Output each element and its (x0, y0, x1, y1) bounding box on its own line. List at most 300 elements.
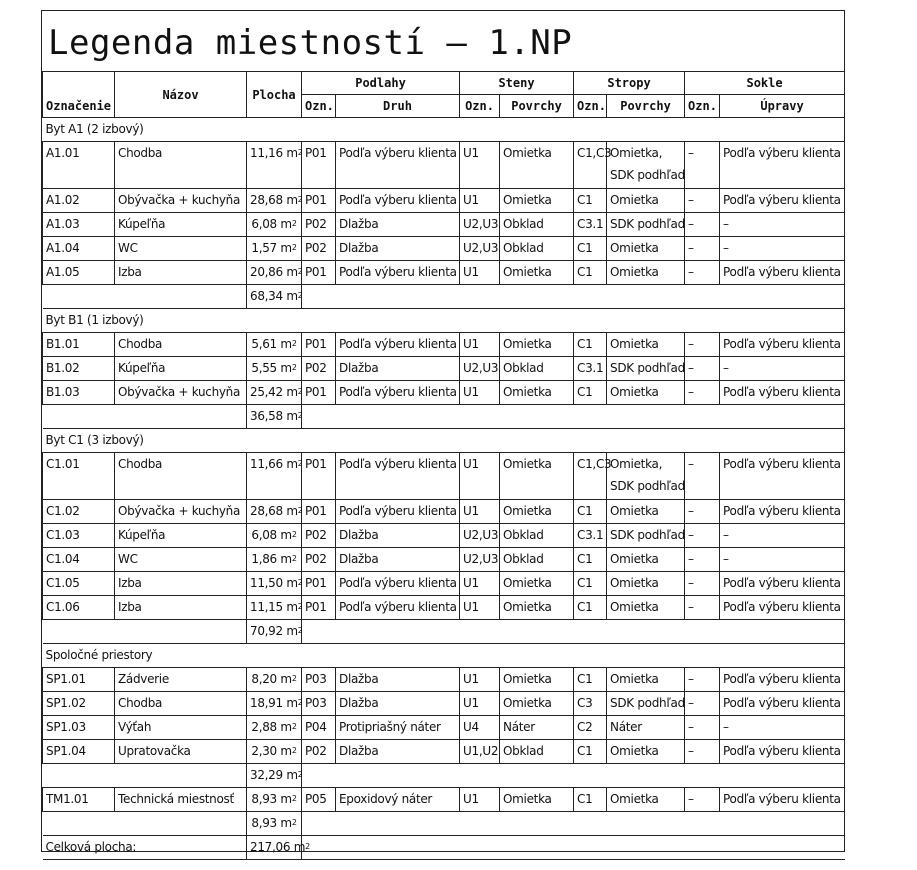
skirting-treatment-text: – (723, 361, 729, 375)
ceiling-surface (607, 453, 685, 500)
room-area-text: 1,86 (251, 552, 277, 566)
spacer (43, 620, 247, 644)
room-id-text: B1.01 (46, 337, 80, 351)
floor-code (302, 381, 336, 405)
ceiling-surface-text: Omietka (610, 337, 659, 351)
room-id (43, 333, 115, 357)
area-unit: m (280, 720, 292, 734)
skirting-code (685, 381, 720, 405)
area-unit: m (286, 265, 298, 279)
section-total-area (247, 285, 302, 309)
room-id-text: C1.01 (46, 457, 80, 471)
unit-superscript: 2 (297, 578, 303, 587)
floor-type-text: Dlažba (339, 672, 379, 686)
room-area (247, 668, 302, 692)
wall-surface (500, 716, 574, 740)
wall-surface (500, 237, 574, 261)
area-unit: m (280, 672, 292, 686)
wall-code (460, 572, 500, 596)
floor-code-text: P01 (305, 504, 327, 518)
ceiling-surface (607, 788, 685, 812)
table-row (43, 381, 845, 405)
header-oznacenie: Označenie (43, 72, 115, 118)
room-id (43, 692, 115, 716)
room-area (247, 142, 302, 189)
room-name-text: Technická miestnosť (118, 792, 234, 806)
room-area (247, 261, 302, 285)
section-label: Spoločné priestory (43, 644, 845, 668)
room-id (43, 213, 115, 237)
area-unit: m (286, 504, 298, 518)
table-row (43, 189, 845, 213)
wall-code (460, 189, 500, 213)
room-name (115, 261, 247, 285)
room-id-text: A1.05 (46, 265, 80, 279)
room-id (43, 548, 115, 572)
floor-type-text: Dlažba (339, 528, 379, 542)
room-id-text: C1.05 (46, 576, 80, 590)
room-id-text: A1.04 (46, 241, 80, 255)
skirting-treatment (720, 716, 845, 740)
ceiling-code-text: C1 (577, 744, 593, 758)
ceiling-code (574, 142, 612, 189)
room-name-text: Izba (118, 265, 142, 279)
wall-code-text: U1 (463, 385, 479, 399)
unit-superscript: 2 (291, 674, 297, 683)
wall-surface (500, 524, 574, 548)
floor-code (302, 692, 336, 716)
ceiling-surface (607, 500, 685, 524)
room-area (247, 572, 302, 596)
wall-code-text: U2,U3 (463, 528, 499, 542)
table-row (43, 692, 845, 716)
room-area-text: 11,50 (250, 576, 283, 590)
floor-code-text: P01 (305, 146, 327, 160)
grand-total-label: Celková plocha: (43, 836, 247, 860)
unit-superscript: 2 (291, 530, 297, 539)
floor-code-text: P03 (305, 672, 327, 686)
skirting-code-text: – (688, 265, 694, 279)
floor-type (336, 500, 460, 524)
ceiling-surface-text: SDK podhľad (610, 217, 685, 231)
header-sokle-ozn: Ozn. (685, 95, 720, 118)
floor-code-text: P02 (305, 361, 327, 375)
room-id-text: SP1.02 (46, 696, 86, 710)
wall-surface (500, 548, 574, 572)
skirting-code (685, 668, 720, 692)
room-area-text: 2,88 (251, 720, 277, 734)
skirting-code-text: – (688, 193, 694, 207)
ceiling-surface-text: Omietka (610, 792, 659, 806)
skirting-treatment (720, 237, 845, 261)
grand-total-area-text: 217,06 (250, 840, 291, 854)
wall-code-text: U1 (463, 193, 479, 207)
room-name (115, 788, 247, 812)
wall-surface-text: Náter (503, 720, 535, 734)
unit-superscript: 2 (291, 818, 297, 827)
wall-code (460, 788, 500, 812)
floor-type-text: Podľa výberu klienta (339, 457, 457, 471)
table-row (43, 716, 845, 740)
area-unit: m (286, 193, 298, 207)
section-total-area-text: 70,92 (250, 624, 283, 638)
skirting-treatment-text: – (723, 241, 729, 255)
header-stropy-povrchy: Povrchy (607, 95, 685, 118)
legend-body (43, 118, 845, 860)
header-stropy-ozn: Ozn. (574, 95, 607, 118)
room-name-text: Výťah (118, 720, 152, 734)
floor-code-text: P05 (305, 792, 327, 806)
table-row (43, 668, 845, 692)
floor-type (336, 237, 460, 261)
floor-type-text: Podľa výberu klienta (339, 385, 457, 399)
skirting-treatment-text: – (723, 720, 729, 734)
skirting-code-text: – (688, 720, 694, 734)
room-id-text: A1.01 (46, 146, 80, 160)
unit-superscript: 2 (291, 243, 297, 252)
skirting-treatment (720, 333, 845, 357)
ceiling-code (574, 357, 607, 381)
skirting-treatment-text: Podľa výberu klienta (723, 696, 841, 710)
room-id-text: C1.04 (46, 552, 80, 566)
skirting-code (685, 788, 720, 812)
skirting-code-text: – (688, 744, 694, 758)
section-total-row (43, 620, 845, 644)
wall-surface (500, 189, 574, 213)
ceiling-surface-text: Omietka (610, 265, 659, 279)
floor-code-text: P02 (305, 744, 327, 758)
skirting-code (685, 740, 720, 764)
ceiling-code (574, 213, 607, 237)
room-id-text: A1.02 (46, 193, 80, 207)
skirting-code (685, 596, 720, 620)
room-name (115, 453, 247, 500)
wall-surface-text: Omietka (503, 672, 552, 686)
wall-surface-text: Omietka (503, 600, 552, 614)
room-name-text: WC (118, 241, 138, 255)
wall-surface (500, 596, 574, 620)
room-area-text: 5,61 (251, 337, 277, 351)
floor-type-text: Dlažba (339, 552, 379, 566)
floor-code-text: P02 (305, 241, 327, 255)
ceiling-surface (607, 740, 685, 764)
room-id (43, 596, 115, 620)
ceiling-code (574, 381, 607, 405)
unit-superscript: 2 (297, 387, 303, 396)
room-name (115, 142, 247, 189)
table-row (43, 142, 845, 189)
skirting-treatment-text: Podľa výberu klienta (723, 337, 841, 351)
room-name-text: Izba (118, 576, 142, 590)
room-id-text: TM1.01 (46, 792, 89, 806)
wall-surface (500, 213, 574, 237)
room-name (115, 548, 247, 572)
floor-type (336, 716, 460, 740)
table-row (43, 500, 845, 524)
floor-code (302, 716, 336, 740)
ceiling-surface-text: Omietka (610, 576, 659, 590)
room-name (115, 668, 247, 692)
wall-code-text: U4 (463, 720, 479, 734)
floor-code (302, 357, 336, 381)
wall-code-text: U2,U3 (463, 361, 499, 375)
floor-code-text: P01 (305, 337, 327, 351)
floor-code-text: P01 (305, 576, 327, 590)
wall-surface-text: Omietka (503, 146, 552, 160)
wall-code (460, 237, 500, 261)
ceiling-surface-text: Omietka (610, 744, 659, 758)
floor-code (302, 189, 336, 213)
section-header-row (43, 118, 845, 142)
ceiling-surface-text: Omietka (610, 504, 659, 518)
section-total-area (247, 812, 302, 836)
wall-code-text: U1 (463, 672, 479, 686)
section-label: Byt B1 (1 izbový) (43, 309, 845, 333)
room-id-text: B1.03 (46, 385, 80, 399)
floor-code (302, 333, 336, 357)
spacer (302, 812, 845, 836)
area-unit: m (286, 146, 298, 160)
room-name (115, 357, 247, 381)
wall-code-text: U1,U2 (463, 744, 499, 758)
area-unit: m (286, 624, 298, 638)
room-area (247, 548, 302, 572)
unit-superscript: 2 (297, 267, 303, 276)
wall-surface-text: Obklad (503, 744, 544, 758)
room-area-text: 18,91 (250, 696, 283, 710)
skirting-treatment-text: – (723, 528, 729, 542)
wall-surface-text: Omietka (503, 792, 552, 806)
floor-type (336, 142, 460, 189)
floor-code (302, 213, 336, 237)
header-stropy: Stropy (574, 72, 685, 95)
room-area (247, 357, 302, 381)
unit-superscript: 2 (305, 842, 310, 851)
area-unit: m (286, 768, 298, 782)
section-total-area (247, 764, 302, 788)
wall-surface (500, 692, 574, 716)
ceiling-code (574, 572, 607, 596)
room-area-text: 28,68 (250, 193, 283, 207)
unit-superscript: 2 (297, 291, 303, 300)
floor-type-text: Podľa výberu klienta (339, 504, 457, 518)
ceiling-surface-text: Omietka (610, 672, 659, 686)
unit-superscript: 2 (297, 195, 303, 204)
ceiling-code-text: C1,C3 (577, 146, 612, 160)
room-id-text: SP1.04 (46, 744, 86, 758)
wall-code (460, 213, 500, 237)
area-unit: m (286, 600, 298, 614)
wall-code-text: U1 (463, 600, 479, 614)
room-name (115, 692, 247, 716)
ceiling-surface (607, 261, 685, 285)
skirting-treatment-text: Podľa výberu klienta (723, 385, 841, 399)
wall-surface (500, 381, 574, 405)
skirting-treatment (720, 381, 845, 405)
floor-type-text: Podľa výberu klienta (339, 265, 457, 279)
floor-code-text: P03 (305, 696, 327, 710)
skirting-code (685, 572, 720, 596)
ceiling-surface-text: SDK podhľad (610, 361, 685, 375)
ceiling-code-text: C3.1 (577, 528, 604, 542)
ceiling-surface-text: Omietka (610, 193, 659, 207)
floor-code (302, 668, 336, 692)
ceiling-code-text: C1 (577, 504, 593, 518)
header-steny: Steny (460, 72, 574, 95)
room-name (115, 572, 247, 596)
room-area-text: 6,08 (251, 217, 277, 231)
skirting-code (685, 524, 720, 548)
section-total-area (247, 405, 302, 429)
floor-code (302, 142, 336, 189)
area-unit: m (286, 385, 298, 399)
room-id-text: C1.06 (46, 600, 80, 614)
ceiling-code-text: C3.1 (577, 361, 604, 375)
room-area (247, 740, 302, 764)
room-name-text: Kúpeľňa (118, 528, 166, 542)
room-id-text: SP1.01 (46, 672, 86, 686)
room-id (43, 524, 115, 548)
wall-surface-text: Obklad (503, 361, 544, 375)
table-row (43, 213, 845, 237)
header-podlahy-druh: Druh (336, 95, 460, 118)
floor-code (302, 500, 336, 524)
spacer (43, 405, 247, 429)
ceiling-surface-line2: SDK podhľad (610, 168, 685, 182)
unit-superscript: 2 (297, 626, 303, 635)
unit-superscript: 2 (297, 411, 303, 420)
ceiling-code-text: C2 (577, 720, 593, 734)
table-row (43, 740, 845, 764)
room-name (115, 500, 247, 524)
skirting-code (685, 333, 720, 357)
floor-type (336, 692, 460, 716)
floor-code (302, 740, 336, 764)
ceiling-code (574, 788, 607, 812)
room-area (247, 237, 302, 261)
floor-type (336, 213, 460, 237)
floor-type (336, 668, 460, 692)
wall-surface-text: Omietka (503, 265, 552, 279)
skirting-treatment-text: Podľa výberu klienta (723, 504, 841, 518)
skirting-treatment-text: – (723, 217, 729, 231)
floor-code-text: P01 (305, 265, 327, 279)
ceiling-surface (607, 716, 685, 740)
ceiling-surface-text: Náter (610, 720, 642, 734)
floor-type (336, 453, 460, 500)
wall-code (460, 524, 500, 548)
room-name (115, 333, 247, 357)
area-unit: m (286, 696, 298, 710)
unit-superscript: 2 (297, 459, 303, 468)
skirting-treatment-text: – (723, 552, 729, 566)
room-name (115, 596, 247, 620)
wall-surface (500, 572, 574, 596)
room-id (43, 500, 115, 524)
skirting-code-text: – (688, 146, 694, 160)
room-name-text: Obývačka + kuchyňa (118, 504, 241, 518)
room-id (43, 261, 115, 285)
ceiling-surface-text: SDK podhľad (610, 696, 685, 710)
table-row (43, 524, 845, 548)
wall-surface (500, 740, 574, 764)
room-id (43, 668, 115, 692)
wall-surface-text: Omietka (503, 193, 552, 207)
room-name-text: WC (118, 552, 138, 566)
table-row (43, 261, 845, 285)
section-total-area-text: 36,58 (250, 409, 283, 423)
wall-surface (500, 142, 574, 189)
floor-type (336, 572, 460, 596)
ceiling-surface (607, 237, 685, 261)
skirting-code (685, 237, 720, 261)
ceiling-surface (607, 668, 685, 692)
section-total-row (43, 764, 845, 788)
wall-code (460, 716, 500, 740)
wall-code (460, 500, 500, 524)
skirting-treatment (720, 692, 845, 716)
ceiling-code (574, 548, 607, 572)
ceiling-surface (607, 142, 685, 189)
room-id (43, 189, 115, 213)
ceiling-surface-line2: SDK podhľad (610, 479, 685, 493)
skirting-code-text: – (688, 576, 694, 590)
area-unit: m (280, 552, 292, 566)
wall-surface (500, 453, 574, 500)
ceiling-code-text: C1 (577, 552, 593, 566)
skirting-code-text: – (688, 600, 694, 614)
skirting-treatment (720, 142, 845, 189)
ceiling-surface-text: Omietka (610, 600, 659, 614)
skirting-code-text: – (688, 552, 694, 566)
skirting-treatment (720, 261, 845, 285)
spacer (43, 285, 247, 309)
ceiling-code (574, 261, 607, 285)
spacer (43, 764, 247, 788)
room-area-text: 11,15 (250, 600, 283, 614)
wall-code (460, 261, 500, 285)
area-unit: m (286, 576, 298, 590)
unit-superscript: 2 (297, 148, 303, 157)
ceiling-surface (607, 213, 685, 237)
room-area (247, 692, 302, 716)
floor-code (302, 572, 336, 596)
floor-code (302, 261, 336, 285)
ceiling-code-text: C1 (577, 265, 593, 279)
room-name-text: Upratovačka (118, 744, 191, 758)
room-area-text: 11,16 (250, 146, 283, 160)
ceiling-code-text: C1 (577, 193, 593, 207)
wall-surface-text: Omietka (503, 385, 552, 399)
skirting-treatment (720, 189, 845, 213)
room-name-text: Chodba (118, 337, 163, 351)
room-area-text: 28,68 (250, 504, 283, 518)
skirting-code (685, 453, 720, 500)
room-area (247, 381, 302, 405)
wall-code-text: U1 (463, 337, 479, 351)
skirting-code-text: – (688, 337, 694, 351)
floor-type (336, 189, 460, 213)
floor-type-text: Podľa výberu klienta (339, 600, 457, 614)
ceiling-code-text: C1 (577, 600, 593, 614)
skirting-code-text: – (688, 385, 694, 399)
room-id-text: B1.02 (46, 361, 80, 375)
area-unit: m (280, 361, 292, 375)
ceiling-code (574, 237, 607, 261)
wall-code (460, 333, 500, 357)
header-plocha: Plocha (247, 72, 302, 118)
wall-code (460, 357, 500, 381)
